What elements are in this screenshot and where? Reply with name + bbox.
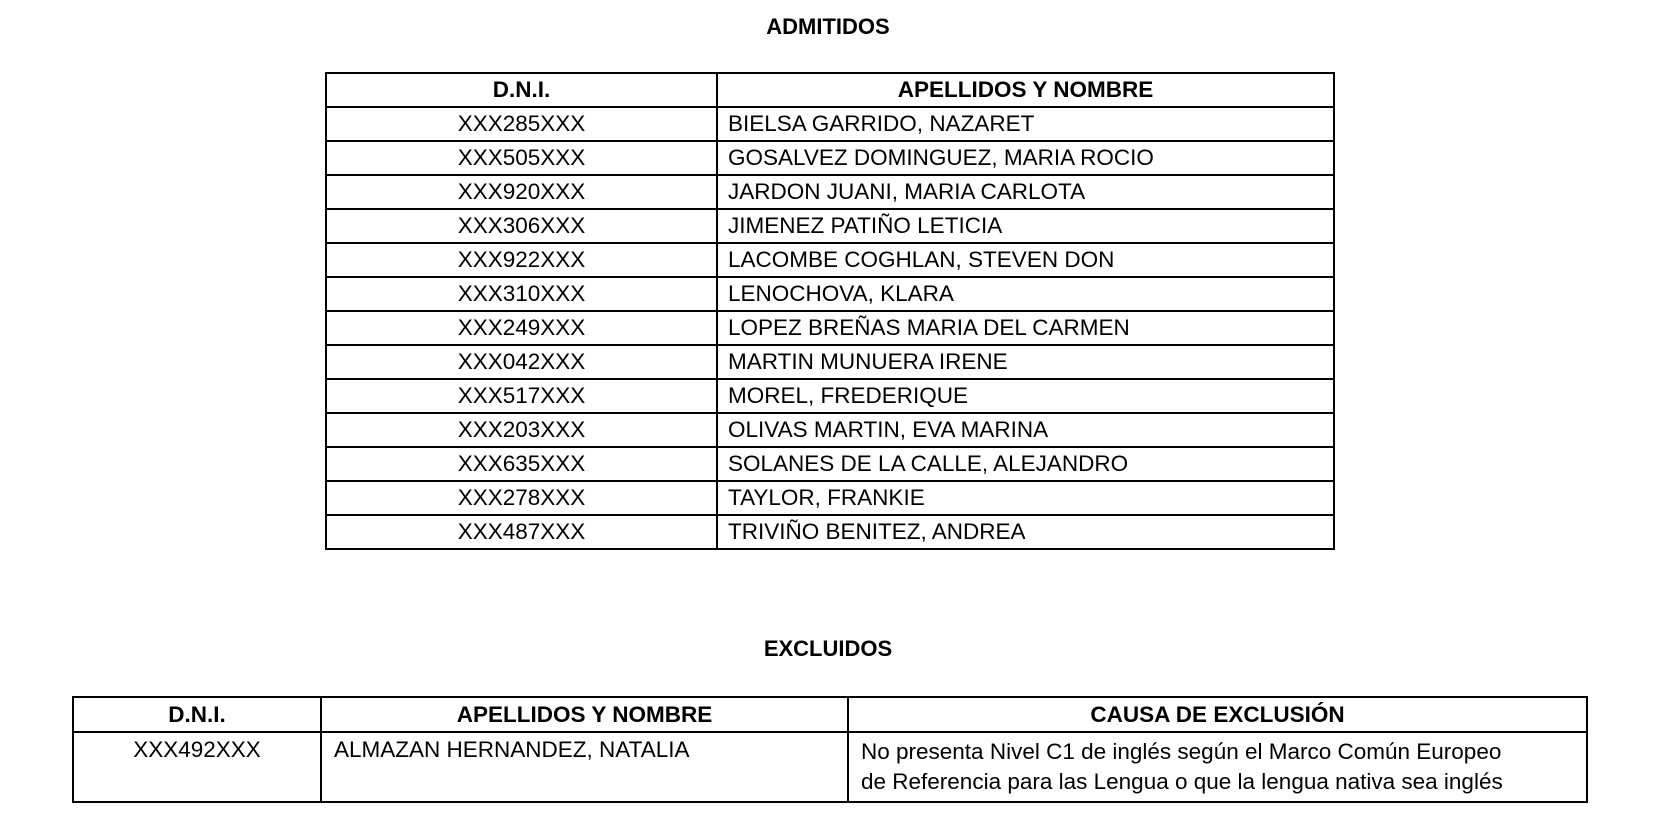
cell-dni: XXX492XXX [73,732,321,802]
excluidos-title: EXCLUIDOS [763,636,893,661]
header-dni: D.N.I. [326,73,717,107]
table-row [326,413,1334,447]
admitidos-table [325,72,1335,550]
cell-name: TRIVIÑO BENITEZ, ANDREA [717,515,1334,549]
table-header-row [73,697,1587,732]
cell-dni: XXX635XXX [326,447,717,481]
cell-dni: XXX285XXX [326,107,717,141]
admitidos-title: ADMITIDOS [766,14,890,39]
table-header-row [326,73,1334,107]
cell-dni: XXX203XXX [326,413,717,447]
table-row [326,311,1334,345]
cell-dni: XXX505XXX [326,141,717,175]
table-row [73,732,1587,802]
cell-name: LENOCHOVA, KLARA [717,277,1334,311]
cell-name: JIMENEZ PATIÑO LETICIA [717,209,1334,243]
table-row [326,209,1334,243]
table-row [326,345,1334,379]
table-row [326,175,1334,209]
table-row [326,107,1334,141]
cause-line: de Referencia para las Lengua o que la lengua nativa sea inglés [861,769,1503,794]
cell-dni: XXX920XXX [326,175,717,209]
table-row [326,515,1334,549]
cell-name: TAYLOR, FRANKIE [717,481,1334,515]
table-row [326,243,1334,277]
cell-name: GOSALVEZ DOMINGUEZ, MARIA ROCIO [717,141,1334,175]
table-row [326,277,1334,311]
cell-dni: XXX306XXX [326,209,717,243]
header-name: APELLIDOS Y NOMBRE [717,73,1334,107]
excluidos-table [72,696,1588,803]
cell-dni: XXX278XXX [326,481,717,515]
table-row [326,447,1334,481]
header-dni: D.N.I. [73,697,321,732]
cell-cause [848,732,1587,802]
header-name: APELLIDOS Y NOMBRE [321,697,848,732]
cell-name: ALMAZAN HERNANDEZ, NATALIA [321,732,848,802]
cell-name: MOREL, FREDERIQUE [717,379,1334,413]
table-row [326,141,1334,175]
table-row [326,481,1334,515]
cause-line: No presenta Nivel C1 de inglés según el Marco Común Europeo [861,739,1502,764]
cell-dni: XXX249XXX [326,311,717,345]
header-cause: CAUSA DE EXCLUSIÓN [848,697,1587,732]
cell-dni: XXX042XXX [326,345,717,379]
cell-dni: XXX310XXX [326,277,717,311]
cell-dni: XXX517XXX [326,379,717,413]
cell-name: JARDON JUANI, MARIA CARLOTA [717,175,1334,209]
cell-name: LOPEZ BREÑAS MARIA DEL CARMEN [717,311,1334,345]
cell-dni: XXX922XXX [326,243,717,277]
cell-name: SOLANES DE LA CALLE, ALEJANDRO [717,447,1334,481]
cell-name: OLIVAS MARTIN, EVA MARINA [717,413,1334,447]
cell-dni: XXX487XXX [326,515,717,549]
cell-name: BIELSA GARRIDO, NAZARET [717,107,1334,141]
table-row [326,379,1334,413]
cell-name: LACOMBE COGHLAN, STEVEN DON [717,243,1334,277]
cell-name: MARTIN MUNUERA IRENE [717,345,1334,379]
